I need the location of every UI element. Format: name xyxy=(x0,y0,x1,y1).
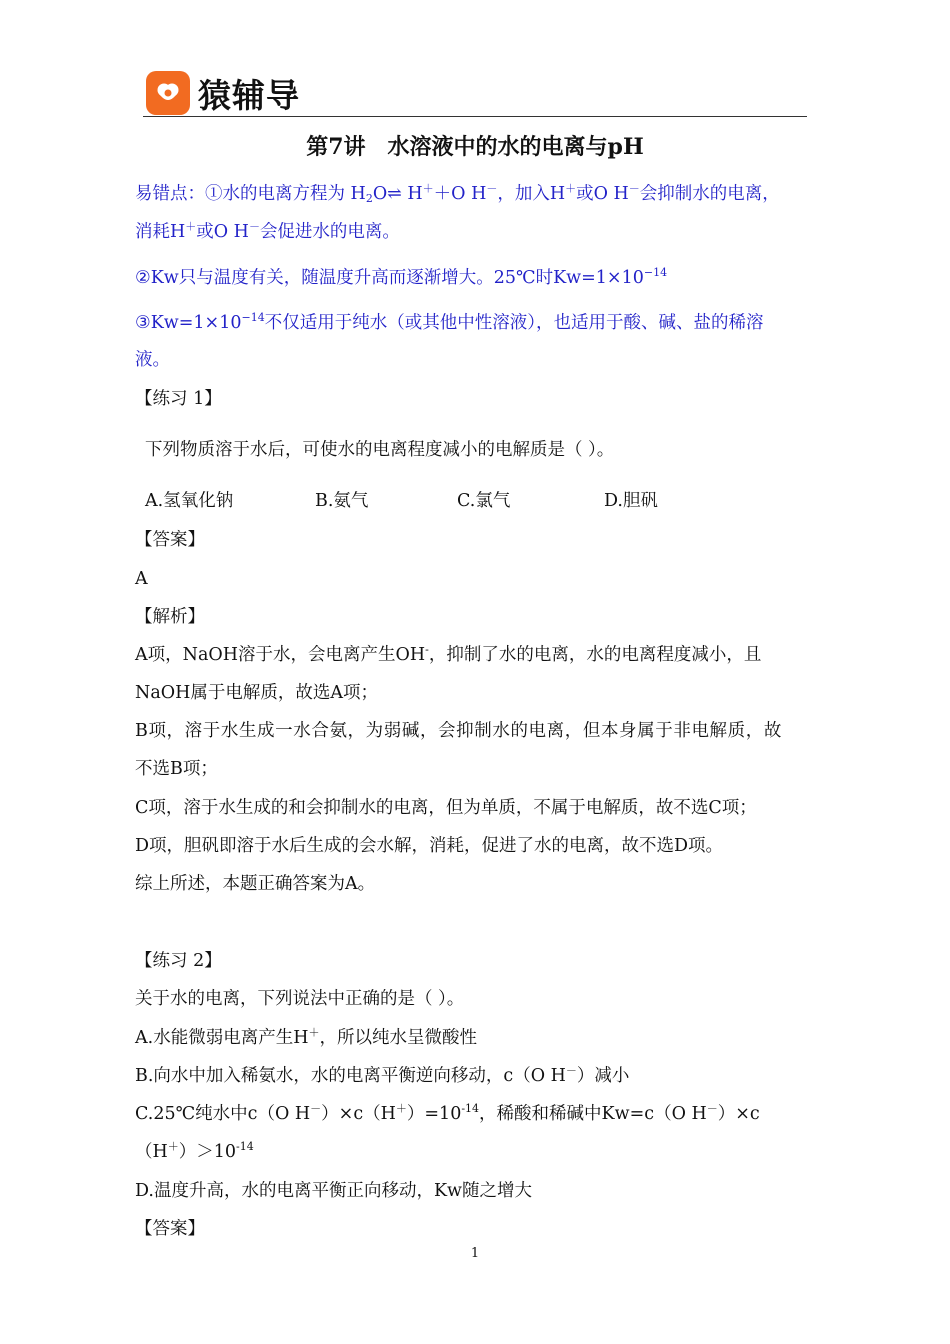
tip-text: 易错点：①水的电离方程为 H xyxy=(135,184,366,204)
analysis-text: A项，NaOH溶于水，会电离产生OH xyxy=(135,645,426,665)
superscript: － xyxy=(628,182,640,195)
tip-text: 消耗H xyxy=(135,222,186,242)
analysis-line-7: 综上所述，本题正确答案为A。 xyxy=(135,874,376,894)
analysis-line-2: NaOH属于电解质，故选A项； xyxy=(135,683,378,703)
tip-text: ②Kw只与温度有关，随温度升高而逐渐增大。25℃时Kw=1×10 xyxy=(135,268,644,288)
superscript: −14 xyxy=(643,266,668,279)
exercise-1-analysis-label: 【解析】 xyxy=(135,607,205,627)
tip-text: O⇌ H xyxy=(372,184,423,204)
exercise-2-option-c xyxy=(135,1101,760,1127)
option-text: （H xyxy=(135,1142,168,1162)
exercise-1-option-b: B.氨气 xyxy=(315,491,369,511)
superscript: - xyxy=(425,643,429,656)
option-text: ，稀酸和稀碱中Kw=c（O H xyxy=(479,1104,707,1124)
brand-logo xyxy=(146,70,300,116)
exercise-2-option-c-cont xyxy=(135,1139,254,1165)
superscript: ＋ xyxy=(395,1102,407,1115)
superscript: ＋ xyxy=(565,182,577,195)
tip-text: 不仅适用于纯水（或其他中性溶液），也适用于酸、碱、盐的稀溶 xyxy=(264,313,764,333)
header-divider xyxy=(143,116,807,117)
analysis-line-3: B项，溶于水生成一水合氨，为弱碱，会抑制水的电离，但本身属于非电解质，故 xyxy=(135,721,782,741)
exercise-2-question: 关于水的电离，下列说法中正确的是（ ）。 xyxy=(135,989,465,1009)
superscript: −14 xyxy=(241,311,265,324)
superscript: -14 xyxy=(236,1140,254,1153)
superscript: ＋ xyxy=(185,220,197,233)
exercise-1-option-c: C.氯气 xyxy=(457,491,511,511)
option-text: ）×c（H xyxy=(321,1104,396,1124)
tip-text: ＋O H xyxy=(433,184,487,204)
exercise-1-option-d: D.胆矾 xyxy=(604,491,658,511)
logo-text: 猿辅导 xyxy=(198,75,300,115)
exercise-1-question: 下列物质溶于水后，可使水的电离程度减小的电解质是（ ）。 xyxy=(145,440,615,460)
analysis-text xyxy=(135,642,761,668)
tip-text: 会抑制水的电离， xyxy=(639,184,780,204)
tip-line-3 xyxy=(135,265,667,291)
analysis-line-5: C项，溶于水生成的和会抑制水的电离，但为单质，不属于电解质，故不选C项； xyxy=(135,798,757,818)
exercise-2-answer-label: 【答案】 xyxy=(135,1219,205,1239)
superscript: -14 xyxy=(461,1102,480,1115)
superscript: － xyxy=(248,220,260,233)
exercise-2-option-a xyxy=(135,1025,477,1051)
exercise-2-option-d: D.温度升高，水的电离平衡正向移动，Kw随之增大 xyxy=(135,1181,533,1201)
tip-text: ③Kw=1×10 xyxy=(135,313,242,333)
superscript: － xyxy=(706,1102,718,1115)
superscript: ＋ xyxy=(167,1140,179,1153)
analysis-text: ，抑制了水的电离，水的电离程度减小，且 xyxy=(428,645,762,665)
tip-text: 会促进水的电离。 xyxy=(259,222,400,242)
option-text: ，所以纯水呈微酸性 xyxy=(319,1028,477,1048)
logo-icon xyxy=(146,71,190,115)
option-text: ）=10 xyxy=(406,1104,462,1124)
option-text: ）×c xyxy=(717,1104,760,1124)
exercise-1-label: 【练习 1】 xyxy=(135,389,222,409)
subscript: 2 xyxy=(365,192,373,205)
superscript: ＋ xyxy=(422,182,434,195)
option-text: B.向水中加入稀氨水，水的电离平衡逆向移动，c（O H xyxy=(135,1066,566,1086)
tip-line-1 xyxy=(135,181,780,207)
option-text: A.水能微弱电离产生H xyxy=(135,1028,309,1048)
exercise-1-answer-label: 【答案】 xyxy=(135,530,205,550)
exercise-2-option-b xyxy=(135,1063,629,1089)
analysis-line-6: D项，胆矾即溶于水后生成的会水解，消耗，促进了水的电离，故不选D项。 xyxy=(135,836,724,856)
tip-line-2 xyxy=(135,219,400,245)
analysis-line-1 xyxy=(135,642,806,668)
page-number: 1 xyxy=(470,1246,480,1261)
superscript: ＋ xyxy=(308,1026,320,1039)
option-text: ）＞10 xyxy=(178,1142,237,1162)
analysis-line-4: 不选B项； xyxy=(135,759,218,779)
superscript: － xyxy=(565,1064,577,1077)
tip-text: 或O H xyxy=(576,184,629,204)
exercise-1-option-a: A.氢氧化钠 xyxy=(145,491,234,511)
superscript: － xyxy=(486,182,498,195)
page-title: 第7讲 水溶液中的水的电离与pH xyxy=(306,134,644,160)
tip-line-5: 液。 xyxy=(135,350,170,370)
exercise-1-answer: A xyxy=(135,569,148,589)
superscript: － xyxy=(310,1102,322,1115)
tip-line-4 xyxy=(135,310,763,336)
tip-text: ，加入H xyxy=(497,184,566,204)
tip-text: 或O H xyxy=(196,222,249,242)
exercise-2-label: 【练习 2】 xyxy=(135,951,222,971)
option-text: ）减小 xyxy=(576,1066,630,1086)
option-text: C.25℃纯水中c（O H xyxy=(135,1104,311,1124)
